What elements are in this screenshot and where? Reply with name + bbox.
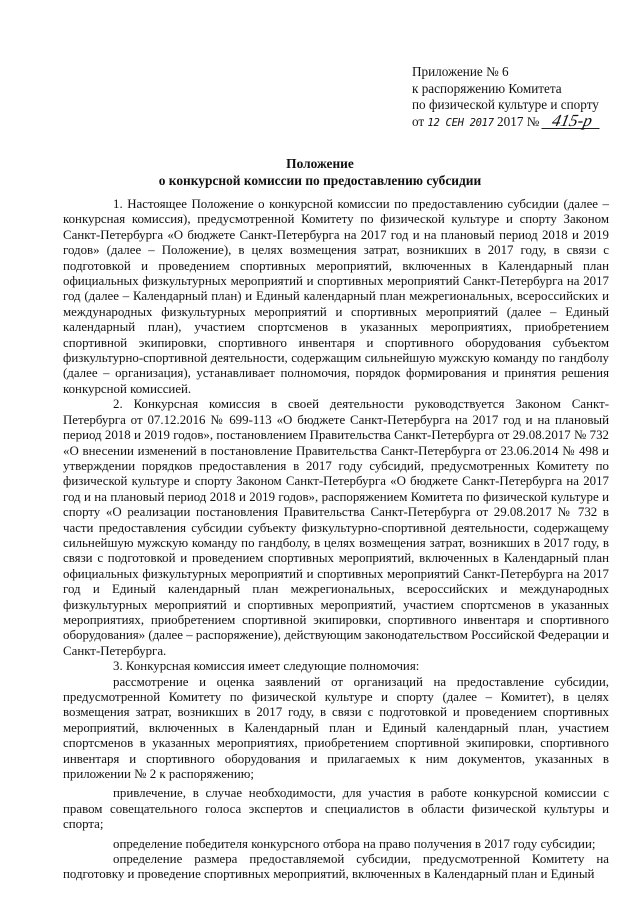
date-year: 2017 №: [497, 113, 540, 129]
paragraph-3: 3. Конкурсная комиссия имеет следующие полномочия:: [113, 659, 420, 674]
paragraph-3-item-3: определение победителя конкурсного отбора на право получения в 2017 году субсидии;: [113, 836, 596, 851]
appendix-number: Приложение № 6: [412, 64, 509, 79]
paragraph-3-item-2: привлечение, в случае необходимости, для участия в работе конкурсной комиссии с правом совещательного голоса экспертов и специалистов в области физической культуры и спорта;: [63, 786, 609, 832]
appendix-date-line: [412, 110, 622, 132]
paragraph-3-item-4: определение размера предоставляемой субсидии, предусмотренной Комитету на подготовку и проведение спортивных мероприятий, включенных в Календарный план и Единый: [63, 852, 609, 882]
date-stamp: 12 СЕН 2017: [427, 116, 494, 129]
document-title: Положение: [286, 156, 354, 171]
paragraph-1: 1. Настоящее Положение о конкурсной комиссии по предоставлению субсидии (далее – конкурсная комиссия), предусмотренной Комитету по физической культуре и спорту Законом Санкт-Петербурга «О бюджете Санкт-Петербурга на 2017 год и на плановый период 2018 и 2019 годов» (далее – Положение), в целях возмещения затрат, возникших в 2017 году, в связи с подготовкой и проведением спортивных мероприятий, включенных в Календарный план официальных физкультурных мероприятий и спортивных мероприятий Санкт-Петербурга на 2017 год (далее – Календарный план) и Единый календарный план межрегиональных, всероссийских и международных физкультурных мероприятий и спортивных мероприятий (далее – Единый календарный план), участием спортсменов в указанных мероприятиях, приобретением спортивной экипировки, спортивного инвентаря и спортивного оборудования субъектом физкультурно-спортивной деятельности, содержащим сильнейшую мужскую команду по гандболу (далее – организация), устанавливает полномочия, порядок формирования и принятия решения конкурсной комиссией.: [63, 197, 609, 396]
appendix-header: [412, 64, 622, 131]
appendix-reference: к распоряжению Комитета: [412, 80, 562, 96]
document-body: [63, 197, 609, 883]
handwritten-number: 415-р: [541, 114, 602, 129]
paragraph-2: 2. Конкурсная комиссия в своей деятельности руководствуется Законом Санкт-Петербурга от 07.12.2016 № 699-113 «О бюджете Санкт-Петербурга на 2017 год и на плановый период 2018 и 2019 годов», постановлением Правительства Санкт-Петербурга от 29.08.2017 № 732 «О внесении изменений в постановление Правительства Санкт-Петербурга от 23.06.2014 № 498 и утверждении порядков предоставления в 2017 году субсидий, предусмотренных Комитету по физической культуре и спорту Законом Санкт-Петербурга «О бюджете Санкт-Петербурга на 2017 год и на плановый период 2018 и 2019 годов», распоряжением Комитета по физической культуре и спорту «О реализации постановления Правительства Санкт-Петербурга от 29.08.2017 № 732 в части предоставления субсидии субъекту физкультурно-спортивной деятельности, содержащему сильнейшую мужскую команду по гандболу, в целях возмещения затрат, возникших в 2017 году, в связи с подготовкой и проведением спортивных мероприятий, включенных в Календарный план официальных физкультурных мероприятий и спортивных мероприятий Санкт-Петербурга на 2017 год и Единый календарный план межрегиональных, всероссийских и международных физкультурных мероприятий и спортивных мероприятий, участием спортсменов в указанных мероприятиях, приобретением спортивной экипировки, спортивного инвентаря и спортивного оборудования» (далее – распоряжение), действующим законодательством Российской Федерации и Санкт-Петербурга.: [63, 397, 609, 658]
appendix-committee: по физической культуре и спорту: [412, 97, 599, 112]
paragraph-3-item-1: рассмотрение и оценка заявлений от организаций на предоставление субсидии, предусмотренной Комитету по физической культуре и спорту (далее – Комитет), в целях возмещения затрат, возникших в 2017 году, в связи с подготовкой и проведением спортивных мероприятий, включенных в Календарный план и Единый календарный план, участием спортсменов в указанных мероприятиях, приобретением спортивной экипировки, спортивного инвентаря и спортивного оборудования и прилагаемых к ним документов, указанных в приложении № 2 к распоряжению;: [63, 674, 609, 782]
date-prefix: от: [412, 113, 425, 129]
document-subtitle: о конкурсной комиссии по предоставлению субсидии: [158, 173, 482, 188]
